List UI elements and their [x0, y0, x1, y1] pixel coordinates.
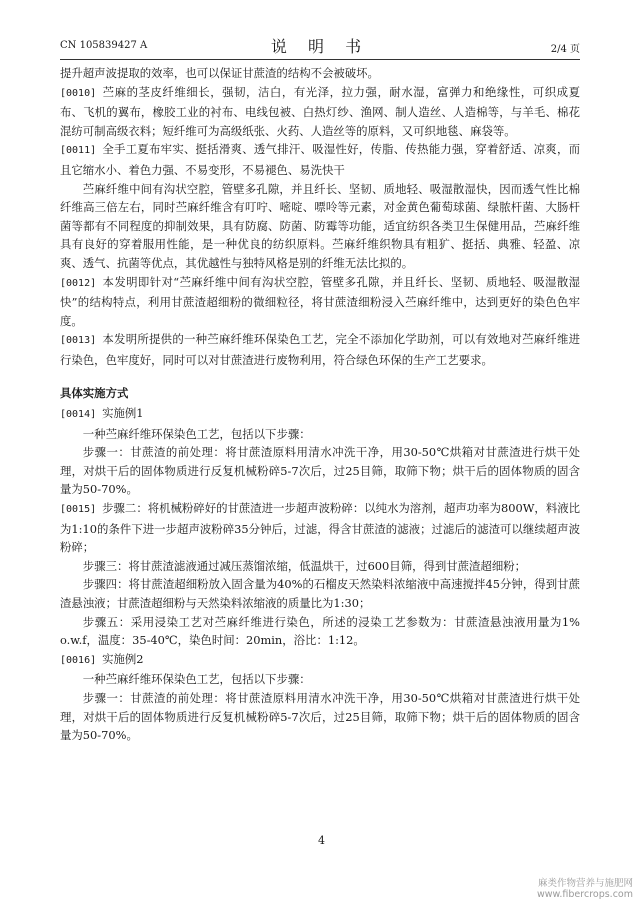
watermark-url: www.fibercrops.com	[536, 889, 633, 900]
paragraph-0014	[60, 404, 580, 425]
paragraph-number: [0012]	[60, 277, 97, 289]
page-header	[60, 30, 580, 56]
paragraph-text: 本发明即针对“苎麻纤维中间有沟状空腔，管壁多孔隙，并且纤长、坚韧、质地轻、吸湿散湿快”的结构特点，利用甘蔗渣超细粉的微细粒径，将甘蔗渣细粉浸入苎麻纤维中，达到更好的染色色牢度。	[60, 274, 580, 328]
paragraph-number: [0016]	[60, 654, 97, 666]
paragraph-0012	[60, 273, 580, 331]
paragraph-continuation: 提升超声波提取的效率，也可以保证甘蔗渣的结构不会被破坏。	[60, 66, 379, 80]
document-title: 说 明 书	[270, 37, 370, 56]
example-heading: 实施例1	[102, 406, 144, 421]
paragraph-0011	[60, 140, 580, 179]
paragraph-0013	[60, 330, 580, 369]
paragraph-text: 步骤二：将机械粉碎好的甘蔗渣进一步超声波粉碎：以纯水为溶剂，超声功率为800W，料液比为1:10的条件下进一步超声波粉碎35分钟后，过滤，得含甘蔗渣的滤液；过滤后的滤渣可以继续超声波粉碎；	[60, 501, 580, 555]
paragraph-number: [0011]	[60, 145, 97, 157]
page-indicator: 2/4 页	[550, 44, 580, 55]
paragraph-0016	[60, 650, 580, 671]
paragraph-text: 一种苎麻纤维环保染色工艺，包括以下步骤：	[82, 426, 311, 441]
paragraph-text: 步骤一：甘蔗渣的前处理：将甘蔗渣原料用清水冲洗干净，用30-50℃烘箱对甘蔗渣进行烘干处理，对烘干后的固体物质进行反复机械粉碎5-7次后，过25目筛，取筛下物；烘干后的固体物质的固含量为50-70%。	[60, 445, 580, 497]
paragraph-number: [0010]	[60, 87, 97, 99]
paragraph-text: 全手工夏布牢实、挺括滑爽、透气排汗、吸湿性好，传脂、传热能力强，穿着舒适、凉爽，而且它缩水小、着色力强、不易变形，不易褪色、易洗快干	[60, 142, 580, 177]
paragraph-text: 步骤一：甘蔗渣的前处理：将甘蔗渣原料用清水冲洗干净，用30-50℃烘箱对甘蔗渣进行烘干处理，对烘干后的固体物质进行反复机械粉碎5-7次后，过25目筛，取筛下物；烘干后的固体物质的固含量为50-70%。	[60, 691, 580, 743]
paragraph-text: 苎麻的茎皮纤维细长，强韧，洁白，有光泽，拉力强，耐水湿，富弹力和绝缘性，可织成夏布、飞机的翼布，橡胶工业的衬布、电线包被、白热灯纱、渔网、制人造丝、人造棉等，与羊毛、棉花混纺可制高级衣料；短纤维可为高级纸张、火药、人造丝等的原料，又可织地毯、麻袋等。	[60, 84, 580, 138]
watermark	[537, 878, 633, 900]
patent-number: CN 105839427 A	[60, 40, 148, 51]
page-number: 4	[318, 834, 325, 847]
paragraph-text: 步骤五：采用浸染工艺对苎麻纤维进行染色，所述的浸染工艺参数为：甘蔗渣悬浊液用量为1% o.w.f，温度：35-40℃，染色时间：20min，浴比：1:12。	[60, 614, 580, 648]
section-title: 具体实施方式	[60, 385, 129, 400]
paragraph-0011-continued: 苎麻纤维中间有沟状空腔，管壁多孔隙，并且纤长、坚韧、质地轻、吸湿散湿快，因而透气性比棉纤维高三倍左右，同时苎麻纤维含有叮咛、嘧啶、嘌呤等元素，对金黄色葡萄球菌、绿脓杆菌、大肠杆菌等都有不同程度的抑制效果，具有防腐、防菌、防霉等功能，适宜纺织各类卫生保健用品，苎麻纤维具有良好的穿着服用性能，是一种优良的纺织原料。苎麻纤维织物具有粗犷、挺括、典雅、轻盈、凉爽、透气、抗菌等优点，其优越性与独特风格是别的纤维无法比拟的。	[60, 181, 580, 270]
watermark-site-name: 麻类作物营养与施肥网	[537, 878, 633, 889]
document-body	[60, 64, 580, 745]
paragraph-0010	[60, 83, 580, 141]
paragraph-text: 本发明所提供的一种苎麻纤维环保染色工艺，完全不添加化学助剂，可以有效地对苎麻纤维进行染色，色牢度好，同时可以对甘蔗渣进行废物利用，符合绿色环保的生产工艺要求。	[60, 332, 580, 367]
paragraph-number: [0015]	[60, 504, 97, 516]
paragraph-0015	[60, 499, 580, 557]
paragraph-number: [0014]	[60, 409, 97, 421]
paragraph-text: 步骤四：将甘蔗渣超细粉放入固含量为40%的石榴皮天然染料浓缩液中高速搅拌45分钟，得到甘蔗渣悬浊液；甘蔗渣超细粉与天然染料浓缩液的质量比为1:30；	[60, 577, 580, 611]
paragraph-number: [0013]	[60, 335, 97, 347]
example-heading: 实施例2	[102, 651, 144, 666]
paragraph-text: 步骤三：将甘蔗渣滤液通过减压蒸馏浓缩，低温烘干，过600目筛，得到甘蔗渣超细粉；	[82, 558, 526, 573]
paragraph-text: 一种苎麻纤维环保染色工艺，包括以下步骤：	[82, 672, 311, 687]
header-rule	[60, 59, 580, 60]
